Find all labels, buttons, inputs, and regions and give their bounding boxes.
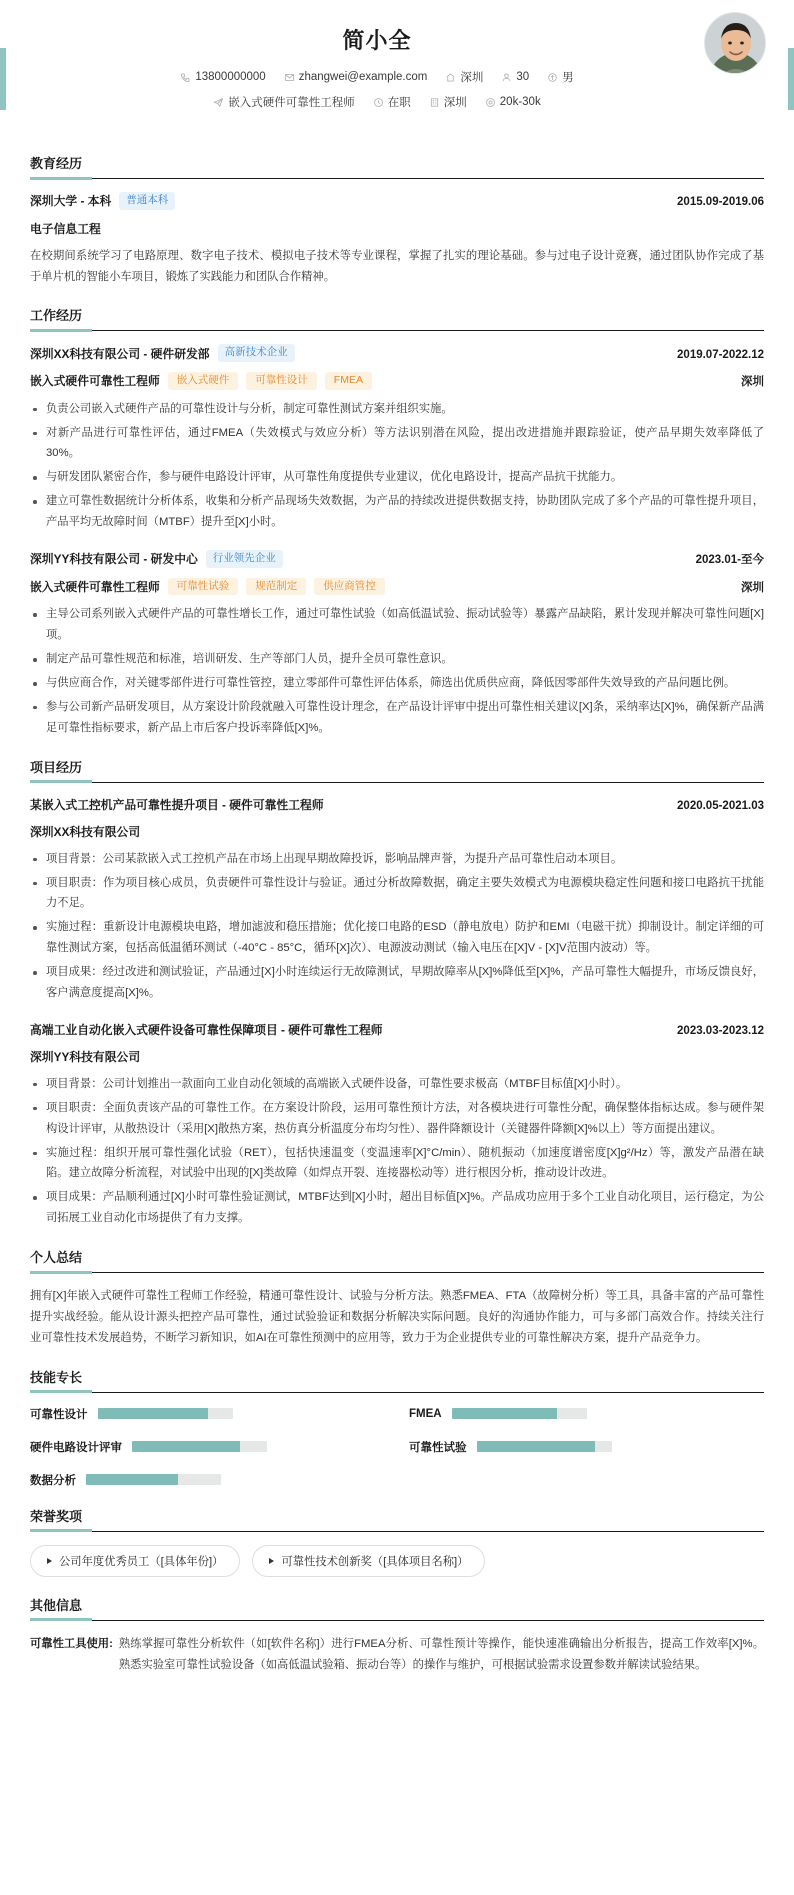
project-bullet: 项目职责：作为项目核心成员，负责硬件可靠性设计与验证。通过分析故障数据，确定主要失效模式为电源模块稳定性问题和接口电路抗干扰能力不足。 <box>30 873 764 915</box>
entry-position-row <box>30 578 764 596</box>
contact-item <box>485 96 541 108</box>
project-bullet: 项目成果：产品顺利通过[X]小时可靠性验证测试，MTBF达到[X]小时，超出目标值[X]%。产品成功应用于多个工业自动化项目，运行稳定，为公司拓展工业自动化市场提供了有力支撑。 <box>30 1187 764 1229</box>
work-bullet: 与供应商合作，对关键零部件进行可靠性管控，建立零部件可靠性评估体系，筛选出优质供应商，降低因零部件失效导致的产品问题比例。 <box>30 673 764 694</box>
company-tag: 高新技术企业 <box>218 344 295 362</box>
skill-label: 可靠性试验 <box>409 1441 467 1454</box>
other-info-key: 可靠性工具使用: <box>30 1637 113 1650</box>
home-icon <box>445 72 456 83</box>
triangle-icon <box>269 1558 274 1564</box>
work-bullet: 负责公司嵌入式硬件产品的可靠性设计与分析，制定可靠性测试方案并组织实施。 <box>30 399 764 420</box>
skill-bar-track <box>132 1441 267 1452</box>
skill-item <box>30 1406 385 1422</box>
section-title-summary: 个人总结 <box>30 1247 764 1273</box>
skill-label: FMEA <box>409 1407 442 1420</box>
work-bullet: 主导公司系列嵌入式硬件产品的可靠性增长工作，通过可靠性试验（如高低温试验、振动试验等）暴露产品缺陷，累计发现并解决可靠性问题[X]项。 <box>30 604 764 646</box>
work-location: 深圳 <box>741 582 764 594</box>
company-tag: 行业领先企业 <box>206 550 283 568</box>
work-location: 深圳 <box>741 376 764 389</box>
project-name: 某嵌入式工控机产品可靠性提升项目 - 硬件可靠性工程师 <box>30 797 324 812</box>
contact-item <box>213 94 355 110</box>
skill-item <box>30 1439 385 1455</box>
work-bullet-list <box>30 604 764 738</box>
project-bullet: 项目背景：公司某款嵌入式工控机产品在市场上出现早期故障投诉，影响品牌声誉，为提升产品可靠性启动本项目。 <box>30 849 764 870</box>
skill-bar-fill <box>132 1441 240 1452</box>
contact-item <box>373 94 411 110</box>
awards-list <box>30 1545 764 1577</box>
project-bullet-list <box>30 849 764 1004</box>
section-summary <box>0 1247 794 1349</box>
entry-header-row <box>30 796 764 813</box>
position-title: 嵌入式硬件可靠性工程师 <box>30 580 160 594</box>
company-name: 深圳YY科技有限公司 - 研发中心 <box>30 552 198 567</box>
page-title: 简小全 <box>342 28 412 53</box>
contact-item <box>501 71 529 83</box>
section-work <box>0 305 794 738</box>
skill-label: 数据分析 <box>30 1474 76 1487</box>
project-bullet: 项目背景：公司计划推出一款面向工业自动化领域的高端嵌入式硬件设备，可靠性要求极高（MTBF目标值[X]小时）。 <box>30 1074 764 1095</box>
section-title-awards: 荣誉奖项 <box>30 1506 764 1532</box>
summary-text: 拥有[X]年嵌入式硬件可靠性工程师工作经验，精通可靠性设计、试验与分析方法。熟悉FMEA、FTA（故障树分析）等工具，具备丰富的产品可靠性提升实战经验。能从设计源头把控产品可靠性，通过试验验证和数据分析解决实际问题。良好的沟通协作能力，可与多部门高效合作。持续关注行业可靠性技术发展趋势，不断学习新知识，如AI在可靠性预测中的应用等，致力于为企业提供专业的可靠性解决方案，提升产品竞争力。 <box>30 1290 764 1344</box>
avatar <box>704 12 766 74</box>
gender-icon <box>547 72 558 83</box>
skill-tag: 规范制定 <box>246 578 306 596</box>
contact-text: 嵌入式硬件可靠性工程师 <box>228 97 355 109</box>
skill-tag: 可靠性试验 <box>168 578 239 596</box>
award-chip[interactable] <box>252 1545 485 1577</box>
project-bullet-list <box>30 1074 764 1229</box>
skill-bar-track <box>98 1408 233 1419</box>
project-name: 高端工业自动化嵌入式硬件设备可靠性保障项目 - 硬件可靠性工程师 <box>30 1022 383 1037</box>
work-bullet: 对新产品进行可靠性评估，通过FMEA（失效模式与效应分析）等方法识别潜在风险，提出改进措施并跟踪验证，使产品早期失效率降低了30%。 <box>30 423 764 465</box>
section-title-work: 工作经历 <box>30 305 764 331</box>
contact-item <box>445 69 483 85</box>
work-bullet: 参与公司新产品研发项目，从方案设计阶段就融入可靠性设计理念，在产品设计评审中提出可靠性相关建议[X]条，采纳率达[X]%，确保新产品满足可靠性指标要求，新产品上市后客户投诉率降低[X]%。 <box>30 697 764 739</box>
contact-text: 20k-30k <box>499 96 541 108</box>
skill-bar-fill <box>477 1441 596 1452</box>
skills-grid <box>30 1406 764 1488</box>
project-company: 深圳YY科技有限公司 <box>30 1049 141 1064</box>
phone-icon <box>180 72 191 83</box>
contact-text: 在职 <box>387 97 411 109</box>
resume-header <box>0 0 794 135</box>
major-name: 电子信息工程 <box>30 221 101 236</box>
project-date: 2020.05-2021.03 <box>677 799 764 812</box>
section-other <box>0 1595 794 1676</box>
section-title-other: 其他信息 <box>30 1595 764 1621</box>
skill-tag: 供应商管控 <box>314 578 385 596</box>
contact-item <box>547 69 574 85</box>
section-title-education: 教育经历 <box>30 153 764 179</box>
company-group <box>30 344 295 362</box>
work-entry <box>30 344 764 533</box>
status-icon <box>373 97 384 108</box>
entry-header-row <box>30 344 764 362</box>
skill-label: 硬件电路设计评审 <box>30 1441 122 1454</box>
entry-header-row <box>30 1021 764 1038</box>
skill-label: 可靠性设计 <box>30 1408 88 1421</box>
contact-text: 深圳 <box>460 72 484 84</box>
project-date: 2023.03-2023.12 <box>677 1024 764 1037</box>
project-bullet: 实施过程：重新设计电源模块电路，增加滤波和稳压措施；优化接口电路的ESD（静电放电）防护和EMI（电磁干扰）抑制设计。制定详细的可靠性测试方案，包括高低温循环测试（-40°C - 85°C，循环[X]次）、电源波动测试（输入电压在[X]V - [X]V范围内波动）等。 <box>30 917 764 959</box>
skill-item <box>409 1406 764 1422</box>
work-bullet: 制定产品可靠性规范和标准，培训研发、生产等部门人员，提升全员可靠性意识。 <box>30 649 764 670</box>
contact-text: 13800000000 <box>195 71 266 83</box>
project-bullet: 项目成果：经过改进和测试验证，产品通过[X]小时连续运行无故障测试，早期故障率从[X]%降低至[X]%，产品可靠性大幅提升，市场反馈良好，客户满意度提高[X]%。 <box>30 962 764 1004</box>
section-skills <box>0 1367 794 1488</box>
person-icon <box>501 72 512 83</box>
contact-row-primary <box>30 69 764 85</box>
contact-item <box>429 94 467 110</box>
entry-position-row <box>30 372 764 390</box>
mail-icon <box>284 72 295 83</box>
other-info-item <box>30 1634 764 1676</box>
skill-bar-fill <box>452 1408 557 1419</box>
contact-row-secondary <box>30 94 764 110</box>
work-entry <box>30 550 764 739</box>
contact-text: 深圳 <box>443 97 467 109</box>
skill-bar-fill <box>86 1474 178 1485</box>
salary-icon <box>485 97 496 108</box>
section-title-projects: 项目经历 <box>30 757 764 783</box>
entry-title-group <box>30 192 175 210</box>
position-group <box>30 372 372 390</box>
project-entry <box>30 1021 764 1229</box>
contact-text: 30 <box>516 71 530 83</box>
skill-tag: FMEA <box>325 372 372 390</box>
education-entry <box>30 192 764 287</box>
contact-item <box>180 71 265 83</box>
company-group <box>30 550 283 568</box>
work-bullet: 与研发团队紧密合作，参与硬件电路设计评审，从可靠性角度提供专业建议，优化电路设计，提高产品抗干扰能力。 <box>30 467 764 488</box>
project-bullet: 实施过程：组织开展可靠性强化试验（RET），包括快速温变（变温速率[X]°C/min）、随机振动（加速度谱密度[X]g²/Hz）等，激发产品潜在缺陷。建立故障分析流程，对试验中出现的[X]类故障（如焊点开裂、连接器松动等）进行根因分析，推动设计改进。 <box>30 1143 764 1185</box>
work-bullet-list <box>30 399 764 533</box>
skill-item <box>30 1472 385 1488</box>
education-description: 在校期间系统学习了电路原理、数字电子技术、模拟电子技术等专业课程，掌握了扎实的理论基础。参与过电子设计竞赛，通过团队协作完成了基于单片机的智能小车项目，锻炼了实践能力和团队合作精神。 <box>30 249 764 283</box>
skill-bar-track <box>477 1441 612 1452</box>
contact-item <box>284 71 428 83</box>
skill-tag: 嵌入式硬件 <box>168 372 239 390</box>
skill-bar-track <box>86 1474 221 1485</box>
entry-header-row <box>30 192 764 210</box>
work-date: 2023.01-至今 <box>695 554 764 567</box>
skill-item <box>409 1439 764 1455</box>
award-chip[interactable] <box>30 1545 240 1577</box>
award-label: 公司年度优秀员工（[具体年份]） <box>59 1555 224 1568</box>
project-title-group <box>30 796 324 813</box>
section-title-skills: 技能专长 <box>30 1367 764 1393</box>
section-education <box>0 153 794 287</box>
work-bullet: 建立可靠性数据统计分析体系，收集和分析产品现场失效数据，为产品的持续改进提供数据支持，协助团队完成了多个产品的可靠性提升项目，产品平均无故障时间（MTBF）提升至[X]小时。 <box>30 491 764 533</box>
building-icon <box>429 97 440 108</box>
project-entry <box>30 796 764 1004</box>
project-company: 深圳XX科技有限公司 <box>30 824 141 839</box>
school-name: 深圳大学 - 本科 <box>30 194 112 209</box>
position-title: 嵌入式硬件可靠性工程师 <box>30 374 160 389</box>
project-title-group <box>30 1021 383 1038</box>
entry-header-row <box>30 550 764 568</box>
award-label: 可靠性技术创新奖（[具体项目名称]） <box>281 1555 469 1568</box>
contact-text: zhangwei@example.com <box>298 71 428 83</box>
triangle-icon <box>47 1558 52 1564</box>
skill-tag: 可靠性设计 <box>246 372 317 390</box>
send-icon <box>213 97 224 108</box>
project-bullet: 项目职责：全面负责该产品的可靠性工作。在方案设计阶段，运用可靠性预计方法，对各模块进行可靠性分配，确保整体指标达成。参与硬件架构设计评审，从散热设计（采用[X]散热方案，热仿真分析温度分布均匀性）、器件降额设计（关键器件降额[X]%以上）等方面提出建议。 <box>30 1098 764 1140</box>
skill-bar-track <box>452 1408 587 1419</box>
section-projects <box>0 757 794 1229</box>
skill-bar-fill <box>98 1408 209 1419</box>
position-group <box>30 578 385 596</box>
company-name: 深圳XX科技有限公司 - 硬件研发部 <box>30 346 210 361</box>
work-date: 2019.07-2022.12 <box>677 348 764 361</box>
section-awards <box>0 1506 794 1577</box>
education-date: 2015.09-2019.06 <box>677 196 764 209</box>
contact-text: 男 <box>562 72 574 84</box>
school-tag: 普通本科 <box>119 192 175 210</box>
other-info-value: 熟练掌握可靠性分析软件（如[软件名称]）进行FMEA分析、可靠性预计等操作，能快速准确输出分析报告，提高工作效率[X]%。熟悉实验室可靠性试验设备（如高低温试验箱、振动台等）的操作与维护，可根据试验需求设置参数并解读试验结果。 <box>118 1637 764 1671</box>
